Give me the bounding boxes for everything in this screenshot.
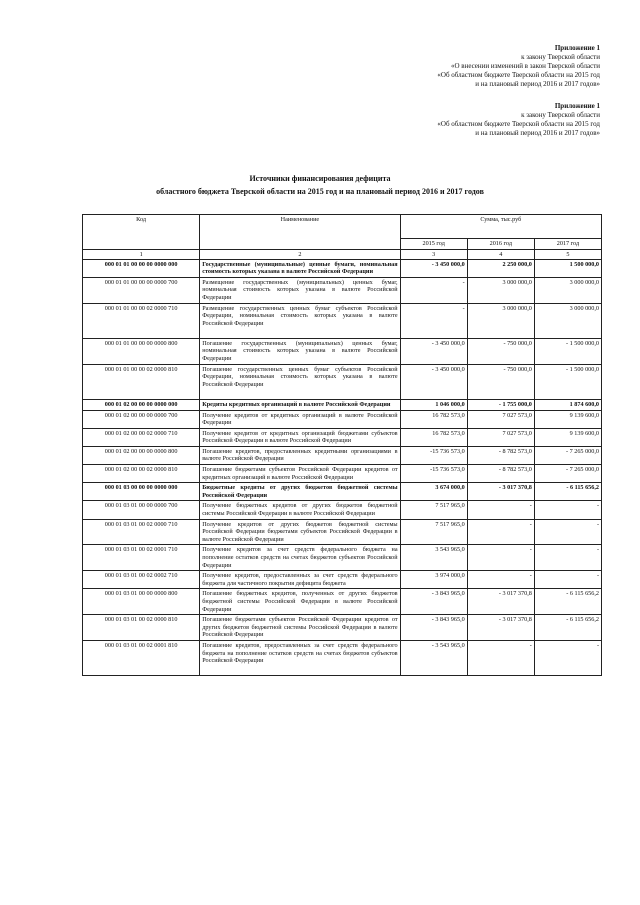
table-body: [83, 259, 602, 676]
code-cell: 000 01 01 00 00 00 0000 000: [83, 259, 200, 277]
empty-cell: [200, 666, 400, 676]
value-2017-cell: - 6 115 656,2: [534, 483, 601, 501]
name-cell: Государственные (муниципальные) ценные бумаги, номинальная стоимость которых указана в валюте Российской Федерации: [200, 259, 400, 277]
value-2016-cell: 7 027 573,0: [467, 410, 534, 428]
name-cell: Получение кредитов от других бюджетов бюджетной системы Российской Федерации бюджетами субъектов Российской Федерации в валюте Российской Федерации: [200, 519, 400, 545]
code-cell: 000 01 03 01 00 02 0000 810: [83, 615, 200, 641]
table-row: [83, 428, 602, 446]
name-cell: Погашение бюджетами субъектов Российской Федерации кредитов от других бюджетов бюджетной системы Российской Федерации в валюте Российской Федерации: [200, 615, 400, 641]
table-spacer-row: [83, 389, 602, 399]
value-2015-cell: -: [400, 277, 467, 303]
name-cell: Получение бюджетных кредитов от других бюджетов бюджетной системы Российской Федерации в валюте Российской Федерации: [200, 501, 400, 519]
table-row: [83, 519, 602, 545]
code-cell: 000 01 03 01 00 00 0000 700: [83, 501, 200, 519]
name-cell: Получение кредитов, предоставленных за счет средств федерального бюджета для частичного покрытия дефицита бюджета: [200, 571, 400, 589]
value-2015-cell: - 3 843 965,0: [400, 589, 467, 615]
value-2017-cell: -: [534, 545, 601, 571]
value-2017-cell: -: [534, 571, 601, 589]
empty-cell: [400, 389, 467, 399]
column-number: 2: [200, 249, 400, 259]
code-cell: 000 01 03 00 00 00 0000 000: [83, 483, 200, 501]
value-2017-cell: 3 000 000,0: [534, 277, 601, 303]
appendix-original-title: Приложение 1: [554, 102, 600, 110]
table-spacer-row: [83, 328, 602, 338]
table-row: [83, 465, 602, 483]
value-2016-cell: -: [467, 545, 534, 571]
code-cell: 000 01 01 00 00 00 0000 800: [83, 338, 200, 364]
value-2016-cell: 7 027 573,0: [467, 428, 534, 446]
code-cell: 000 01 03 01 00 02 0001 710: [83, 545, 200, 571]
code-cell: 000 01 03 01 00 02 0000 710: [83, 519, 200, 545]
name-cell: Получение кредитов от кредитных организаций в валюте Российской Федерации: [200, 410, 400, 428]
name-cell: Погашение бюджетных кредитов, полученных от других бюджетов бюджетной системы Российской Федерации в валюте Российской Федерации: [200, 589, 400, 615]
table-row: [83, 259, 602, 277]
code-cell: 000 01 02 00 00 00 0000 800: [83, 446, 200, 464]
value-2015-cell: - 3 450 000,0: [400, 338, 467, 364]
name-cell: Погашение государственных ценных бумаг субъектов Российской Федерации, номинальная стоимость которых указана в валюте Российской Федерации: [200, 364, 400, 389]
name-cell: Размещение государственных ценных бумаг субъектов Российской Федерации, номинальная стоимость которых указана в валюте Российской Федерации: [200, 303, 400, 328]
table-row: [83, 277, 602, 303]
value-2016-cell: - 750 000,0: [467, 364, 534, 389]
name-cell: Погашение бюджетами субъектов Российской Федерации кредитов от кредитных организаций в валюте Российской Федерации: [200, 465, 400, 483]
value-2017-cell: -: [534, 501, 601, 519]
value-2015-cell: - 3 843 965,0: [400, 615, 467, 641]
table-row: [83, 615, 602, 641]
name-cell: Кредиты кредитных организаций в валюте Российской Федерации: [200, 399, 400, 410]
empty-cell: [534, 666, 601, 676]
value-2015-cell: -: [400, 303, 467, 328]
value-2016-cell: - 8 782 573,0: [467, 465, 534, 483]
empty-cell: [200, 389, 400, 399]
document-title: [0, 172, 640, 198]
value-2017-cell: -: [534, 640, 601, 665]
value-2015-cell: 3 674 000,0: [400, 483, 467, 501]
empty-cell: [467, 389, 534, 399]
name-cell: Погашение кредитов, предоставленных за счет средств федерального бюджета на пополнение остатков средств на счетах бюджетов субъектов Российской Федерации: [200, 640, 400, 665]
value-2016-cell: -: [467, 501, 534, 519]
name-cell: Получение кредитов от кредитных организаций бюджетами субъектов Российской Федерации в валюте Российской Федерации: [200, 428, 400, 446]
value-2015-cell: 3 543 965,0: [400, 545, 467, 571]
empty-cell: [467, 328, 534, 338]
appendix-current-line: «О внесении изменений в закон Тверской области: [450, 62, 600, 70]
value-2015-cell: 1 046 000,0: [400, 399, 467, 410]
value-2017-cell: - 7 265 000,0: [534, 465, 601, 483]
code-cell: 000 01 03 01 00 02 0002 710: [83, 571, 200, 589]
value-2015-cell: 16 782 573,0: [400, 410, 467, 428]
code-cell: 000 01 01 00 00 02 0000 710: [83, 303, 200, 328]
header-year-2015: 2015 год: [400, 239, 467, 250]
value-2017-cell: - 7 265 000,0: [534, 446, 601, 464]
empty-cell: [467, 666, 534, 676]
name-cell: Размещение государственных (муниципальных) ценных бумаг, номинальная стоимость которых указана в валюте Российской Федерации: [200, 277, 400, 303]
code-cell: 000 01 02 00 00 00 0000 700: [83, 410, 200, 428]
value-2017-cell: - 1 500 000,0: [534, 338, 601, 364]
table-row: [83, 545, 602, 571]
empty-cell: [83, 389, 200, 399]
value-2017-cell: 9 139 600,0: [534, 410, 601, 428]
value-2015-cell: 3 974 000,0: [400, 571, 467, 589]
table-row: [83, 303, 602, 328]
code-cell: 000 01 02 00 00 02 0000 710: [83, 428, 200, 446]
table-row: [83, 338, 602, 364]
value-2016-cell: - 750 000,0: [467, 338, 534, 364]
value-2016-cell: - 1 755 000,0: [467, 399, 534, 410]
deficit-financing-table: [82, 214, 602, 676]
table-row: [83, 483, 602, 501]
value-2016-cell: -: [467, 519, 534, 545]
value-2015-cell: 7 517 965,0: [400, 501, 467, 519]
appendix-current-header: [437, 44, 600, 89]
name-cell: Погашение государственных (муниципальных) ценных бумаг, номинальная стоимость которых указана в валюте Российской Федерации: [200, 338, 400, 364]
value-2016-cell: -: [467, 571, 534, 589]
code-cell: 000 01 01 00 00 02 0000 810: [83, 364, 200, 389]
value-2015-cell: 16 782 573,0: [400, 428, 467, 446]
appendix-original-line: к закону Тверской области: [521, 111, 600, 119]
value-2015-cell: - 3 543 965,0: [400, 640, 467, 665]
table-spacer-row: [83, 666, 602, 676]
appendix-current-line: и на плановый период 2016 и 2017 годов»: [475, 80, 600, 88]
value-2017-cell: 1 500 000,0: [534, 259, 601, 277]
header-code: Код: [83, 215, 200, 250]
value-2016-cell: - 3 017 370,8: [467, 483, 534, 501]
column-number: 4: [467, 249, 534, 259]
value-2016-cell: 3 000 000,0: [467, 303, 534, 328]
header-year-2017: 2017 год: [534, 239, 601, 250]
value-2015-cell: - 3 450 000,0: [400, 259, 467, 277]
value-2015-cell: - 3 450 000,0: [400, 364, 467, 389]
code-cell: 000 01 03 01 00 00 0000 800: [83, 589, 200, 615]
value-2016-cell: - 3 017 370,8: [467, 615, 534, 641]
empty-cell: [400, 666, 467, 676]
document-title-line: Источники финансирования дефицита: [249, 174, 391, 183]
table-row: [83, 571, 602, 589]
document-title-line: областного бюджета Тверской области на 2015 год и на плановый период 2016 и 2017 годов: [156, 187, 484, 196]
name-cell: Получение кредитов за счет средств федерального бюджета на пополнение остатков средств на счетах бюджетов субъектов Российской Федерации: [200, 545, 400, 571]
name-cell: Погашение кредитов, предоставленных кредитными организациями в валюте Российской Федерации: [200, 446, 400, 464]
value-2017-cell: - 1 500 000,0: [534, 364, 601, 389]
header-name: Наименование: [200, 215, 400, 250]
appendix-current-line: «Об областном бюджете Тверской области на 2015 год: [437, 71, 600, 79]
empty-cell: [83, 666, 200, 676]
code-cell: 000 01 02 00 00 02 0000 810: [83, 465, 200, 483]
value-2017-cell: -: [534, 519, 601, 545]
value-2017-cell: - 6 115 656,2: [534, 589, 601, 615]
header-year-2016: 2016 год: [467, 239, 534, 250]
value-2016-cell: -: [467, 640, 534, 665]
value-2016-cell: 3 000 000,0: [467, 277, 534, 303]
empty-cell: [400, 328, 467, 338]
value-2017-cell: - 6 115 656,2: [534, 615, 601, 641]
appendix-current-line: к закону Тверской области: [521, 53, 600, 61]
empty-cell: [83, 328, 200, 338]
appendix-current-title: Приложение 1: [554, 44, 600, 52]
appendix-original-header: [437, 102, 600, 138]
value-2016-cell: - 8 782 573,0: [467, 446, 534, 464]
value-2015-cell: -15 736 573,0: [400, 465, 467, 483]
value-2015-cell: -15 736 573,0: [400, 446, 467, 464]
empty-cell: [200, 328, 400, 338]
value-2015-cell: 7 517 965,0: [400, 519, 467, 545]
column-number: 3: [400, 249, 467, 259]
code-cell: 000 01 01 00 00 00 0000 700: [83, 277, 200, 303]
table-row: [83, 501, 602, 519]
value-2017-cell: 9 139 600,0: [534, 428, 601, 446]
table-row: [83, 589, 602, 615]
value-2016-cell: 2 250 000,0: [467, 259, 534, 277]
column-number: 5: [534, 249, 601, 259]
value-2017-cell: 3 000 000,0: [534, 303, 601, 328]
header-sum: Сумма, тыс.руб: [400, 215, 601, 239]
name-cell: Бюджетные кредиты от других бюджетов бюджетной системы Российской Федерации: [200, 483, 400, 501]
column-number: 1: [83, 249, 200, 259]
table-row: [83, 364, 602, 389]
empty-cell: [534, 389, 601, 399]
appendix-original-line: «Об областном бюджете Тверской области на 2015 год: [437, 120, 600, 128]
table-row: [83, 399, 602, 410]
empty-cell: [534, 328, 601, 338]
appendix-original-line: и на плановый период 2016 и 2017 годов»: [475, 129, 600, 137]
code-cell: 000 01 02 00 00 00 0000 000: [83, 399, 200, 410]
table-row: [83, 446, 602, 464]
code-cell: 000 01 03 01 00 02 0001 810: [83, 640, 200, 665]
value-2017-cell: 1 874 600,0: [534, 399, 601, 410]
table-row: [83, 410, 602, 428]
value-2016-cell: - 3 017 370,8: [467, 589, 534, 615]
table-row: [83, 640, 602, 665]
